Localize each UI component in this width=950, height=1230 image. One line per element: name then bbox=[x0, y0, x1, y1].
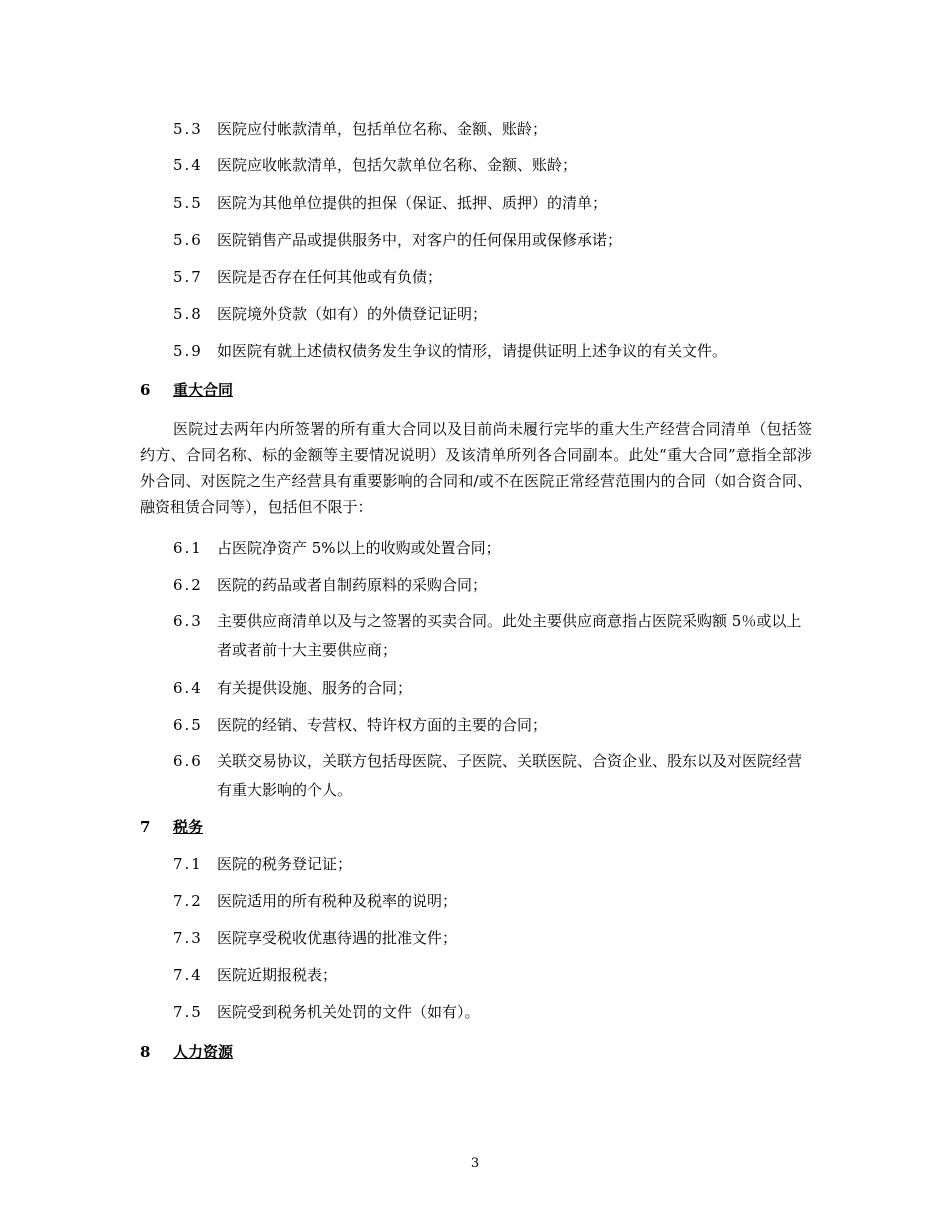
item-number: 5.6 bbox=[173, 231, 203, 249]
item-number: 5.7 bbox=[173, 268, 203, 286]
item-number: 6.6 bbox=[173, 752, 203, 770]
section-number: 6 bbox=[140, 381, 151, 399]
item-number: 6.1 bbox=[173, 539, 203, 557]
section-heading bbox=[140, 1040, 233, 1064]
list-item bbox=[173, 747, 813, 805]
item-text: 医院的经销、专营权、特许权方面的主要的合同； bbox=[217, 716, 548, 734]
item-number: 6.4 bbox=[173, 679, 203, 697]
list-item bbox=[173, 607, 813, 665]
item-number: 5.5 bbox=[173, 194, 203, 212]
list-item bbox=[173, 114, 813, 144]
item-text: 有关提供设施、服务的合同； bbox=[217, 679, 413, 697]
list-item bbox=[173, 262, 813, 292]
item-text: 医院受到税务机关处罚的文件（如有）。 bbox=[217, 1003, 480, 1021]
item-number: 7.4 bbox=[173, 966, 203, 984]
section-number: 7 bbox=[140, 818, 151, 836]
item-text: 医院的税务登记证； bbox=[217, 855, 353, 873]
list-item bbox=[173, 997, 813, 1027]
item-text: 主要供应商清单以及与之签署的买卖合同。此处主要供应商意指占医院采购额 5％或以上者或者前十大主要供应商； bbox=[217, 612, 802, 659]
list-item bbox=[173, 849, 813, 879]
item-text: 医院近期报税表； bbox=[217, 966, 338, 984]
item-text: 占医院净资产 5%以上的收购或处置合同； bbox=[217, 539, 501, 557]
list-item bbox=[173, 960, 813, 990]
item-text: 医院适用的所有税种及税率的说明； bbox=[217, 892, 458, 910]
list-item bbox=[173, 299, 813, 329]
item-number: 7.2 bbox=[173, 892, 203, 910]
section-intro-paragraph: 医院过去两年内所签署的所有重大合同以及目前尚未履行完毕的重大生产经营合同清单（包括签约方、合同名称、标的金额等主要情况说明）及该清单所列各合同副本。此处“重大合同”意指全部涉外合同、对医院之生产经营具有重要影响的合同和/或不在医院正常经营范围内的合同（如合资合同、融资租赁合同等），包括但不限于： bbox=[140, 420, 812, 516]
item-text: 医院是否存在任何其他或有负债； bbox=[217, 268, 443, 286]
item-number: 7.3 bbox=[173, 929, 203, 947]
item-text: 医院应收帐款清单，包括欠款单位名称、金额、账龄； bbox=[217, 156, 578, 174]
item-text: 医院境外贷款（如有）的外债登记证明； bbox=[217, 305, 488, 323]
item-text: 关联交易协议，关联方包括母医院、子医院、关联医院、合资企业、股东以及对医院经营有重大影响的个人。 bbox=[217, 752, 803, 799]
item-number: 7.1 bbox=[173, 855, 203, 873]
item-number: 6.3 bbox=[173, 612, 203, 630]
section-heading bbox=[140, 815, 203, 839]
list-item bbox=[173, 188, 813, 218]
list-item bbox=[173, 150, 813, 180]
item-number: 5.3 bbox=[173, 120, 203, 138]
list-item bbox=[173, 886, 813, 916]
item-text: 医院销售产品或提供服务中，对客户的任何保用或保修承诺； bbox=[217, 231, 623, 249]
list-item bbox=[173, 336, 813, 366]
item-number: 6.5 bbox=[173, 716, 203, 734]
section-heading bbox=[140, 378, 233, 402]
section-title: 重大合同 bbox=[173, 381, 234, 399]
item-number: 6.2 bbox=[173, 576, 203, 594]
section-title: 税务 bbox=[173, 818, 204, 836]
item-number: 5.4 bbox=[173, 156, 203, 174]
list-item bbox=[173, 710, 813, 740]
item-number: 5.8 bbox=[173, 305, 203, 323]
item-text: 医院应付帐款清单，包括单位名称、金额、账龄； bbox=[217, 120, 548, 138]
list-item bbox=[173, 673, 813, 703]
section-title: 人力资源 bbox=[173, 1043, 234, 1061]
item-text: 医院为其他单位提供的担保（保证、抵押、质押）的清单； bbox=[217, 194, 608, 212]
section-number: 8 bbox=[140, 1043, 151, 1061]
item-text: 如医院有就上述债权债务发生争议的情形，请提供证明上述争议的有关文件。 bbox=[217, 342, 728, 360]
list-item bbox=[173, 225, 813, 255]
item-number: 7.5 bbox=[173, 1003, 203, 1021]
item-number: 5.9 bbox=[173, 342, 203, 360]
page-number: 3 bbox=[470, 1156, 480, 1171]
list-item bbox=[173, 923, 813, 953]
item-text: 医院的药品或者自制药原料的采购合同； bbox=[217, 576, 488, 594]
list-item bbox=[173, 570, 813, 600]
item-text: 医院享受税收优惠待遇的批准文件； bbox=[217, 929, 458, 947]
list-item bbox=[173, 533, 813, 563]
